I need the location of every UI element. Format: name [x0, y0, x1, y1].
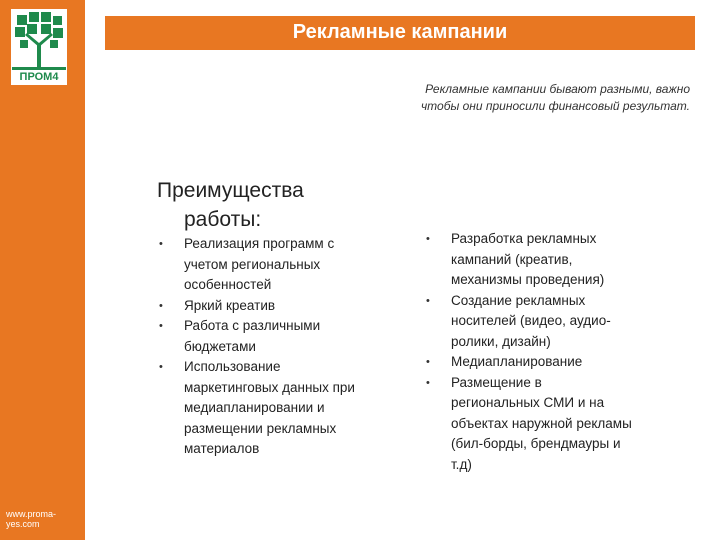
list-item-line: медиапланировании и — [184, 400, 325, 415]
list-item-line: учетом региональных — [184, 256, 321, 272]
list-item-line: Реализация программ с — [184, 236, 335, 251]
list-item — [426, 291, 666, 353]
bullet-icon: • — [159, 299, 163, 312]
bullet-icon: • — [159, 238, 163, 250]
heading-line-2: работы: — [184, 208, 262, 231]
list-item-line: кампаний (креатив, — [451, 251, 573, 267]
list-item — [159, 357, 399, 460]
list-item — [159, 234, 399, 296]
logo-text: ПРОМ4 — [19, 71, 59, 83]
website-url[interactable]: www.proma-yes.com — [6, 509, 57, 529]
slide-title: Рекламные кампании — [292, 21, 508, 43]
list-item-line: Создание рекламных — [451, 292, 586, 308]
list-item-line: маркетинговых данных при — [184, 379, 355, 395]
list-item-line: бюджетами — [184, 338, 256, 354]
list-item-line: механизмы проведения) — [451, 272, 605, 287]
bullet-icon: • — [426, 356, 430, 368]
sidebar — [0, 0, 85, 540]
bullet-icon: • — [426, 376, 430, 389]
list-item — [426, 373, 666, 476]
list-item — [159, 316, 399, 357]
advantages-list — [159, 234, 399, 460]
list-item-line: размещении рекламных — [184, 420, 337, 436]
services-list — [426, 229, 666, 475]
list-item-line: ролики, дизайн) — [451, 333, 551, 349]
subtitle-line-2: чтобы они приносили финансовый результат. — [420, 99, 690, 113]
title-bar — [105, 16, 695, 50]
subtitle — [355, 81, 690, 115]
list-item — [159, 296, 399, 317]
list-item-line: (бил-борды, брендмауры и — [451, 436, 621, 451]
list-item-line: Размещение в — [451, 374, 542, 390]
bullet-icon: • — [426, 294, 430, 307]
list-item-line: носителей (видео, аудио- — [451, 313, 611, 328]
list-item-line: материалов — [184, 441, 260, 456]
heading-line-1: Преимущества — [157, 179, 304, 202]
bullet-icon: • — [426, 233, 430, 245]
list-item-line: Использование — [184, 359, 281, 374]
list-item-line: особенностей — [184, 277, 272, 292]
section-heading — [157, 176, 304, 234]
tree-icon — [11, 9, 67, 71]
list-item-line: Медиапланирование — [451, 354, 583, 369]
subtitle-line-1: Рекламные кампании бывают разными, важно — [425, 82, 690, 96]
list-item-line: региональных СМИ и на — [451, 395, 605, 410]
company-logo — [11, 9, 67, 85]
bullet-icon: • — [159, 320, 163, 332]
list-item-line: Работа с различными — [184, 318, 321, 333]
list-item-line: Разработка рекламных — [451, 231, 597, 246]
list-item-line: Яркий креатив — [184, 297, 276, 313]
list-item — [426, 352, 666, 373]
list-item — [426, 229, 666, 291]
bullet-icon: • — [159, 361, 163, 373]
list-item-line: т.д) — [451, 456, 472, 472]
list-item-line: объектах наружной рекламы — [451, 415, 632, 431]
